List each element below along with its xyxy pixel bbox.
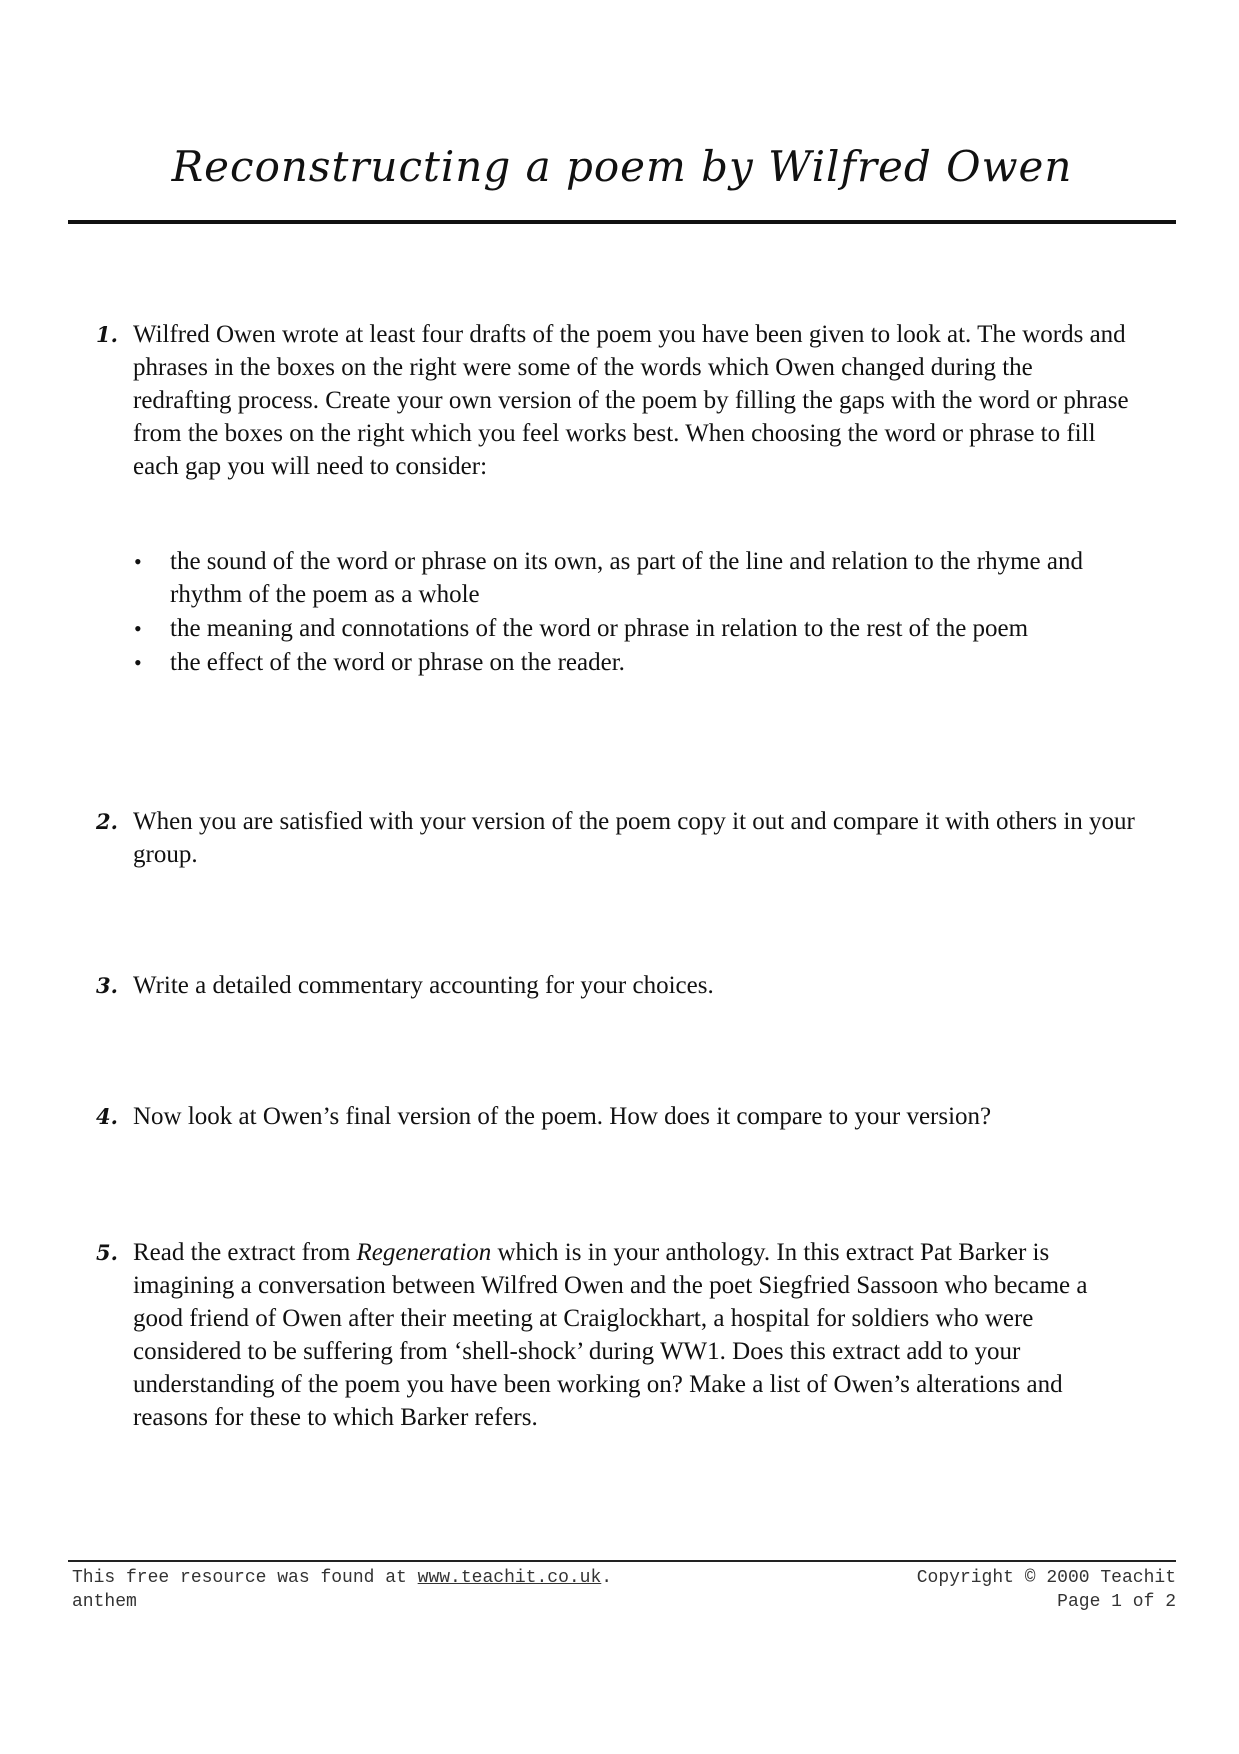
task-text-end: which is in your anthology. In this extract Pat Barker is imagining a conversation between Wilfred Owen and the poet Siegfried Sassoon who became a good friend of Owen after their meeting at Craiglockhart, a hospital for soldiers who were considered to be suffering from ‘shell-shock’ during WW1. Does this extract add to your understanding of the poem you have been working on? Make a list of Owen’s alterations and reasons for these to which Barker refers.	[133, 1239, 1088, 1431]
bullet-icon: •	[134, 549, 142, 574]
task-3	[86, 969, 1136, 1002]
footer-source-text: This free resource was found at	[72, 1568, 418, 1588]
copyright-text: Copyright © 2000 Teachit	[916, 1568, 1176, 1588]
task-number: 1.	[96, 322, 118, 347]
task-number: 3.	[96, 973, 118, 998]
task-text: Write a detailed commentary accounting for your choices.	[133, 972, 714, 999]
task-2	[86, 805, 1136, 871]
task-4	[86, 1100, 1136, 1133]
title-divider	[68, 220, 1176, 224]
footer-source-line	[72, 1566, 612, 1590]
footer-resource-name: anthem	[72, 1592, 137, 1612]
teachit-link[interactable]: www.teachit.co.uk	[417, 1568, 602, 1588]
footer-copyright	[917, 1566, 1176, 1614]
list-item-text: the effect of the word or phrase on the reader.	[170, 649, 625, 676]
footer-source-period: .	[601, 1568, 613, 1588]
task-text-start: Read the extract from	[133, 1239, 357, 1266]
list-item	[130, 545, 1090, 611]
page-title: Reconstructing a poem by Wilfred Owen	[171, 142, 1073, 191]
task-text: Wilfred Owen wrote at least four drafts of the poem you have been given to look at. The words and phrases in the boxes on the right were some of the words which Owen changed during the redrafting process. Create your own version of the poem by filling the gaps with the word or phrase from the boxes on the right which you feel works best. When choosing the word or phrase to fill each gap you will need to consider:	[133, 321, 1129, 480]
book-title: Regeneration	[356, 1239, 492, 1266]
task-number: 4.	[96, 1104, 118, 1129]
bullet-icon: •	[134, 650, 142, 675]
list-item-text: the meaning and connotations of the word or phrase in relation to the rest of the poem	[170, 615, 1029, 642]
task-5	[86, 1236, 1136, 1434]
footer-divider	[68, 1560, 1176, 1562]
task-text: When you are satisfied with your version of the poem copy it out and compare it with others in your group.	[133, 808, 1135, 868]
page-number: Page 1 of 2	[1057, 1592, 1176, 1612]
list-item-text: the sound of the word or phrase on its own, as part of the line and relation to the rhyme and rhythm of the poem as a whole	[170, 548, 1083, 608]
task-number: 2.	[96, 809, 118, 834]
task-text	[133, 1236, 1136, 1434]
bullet-icon: •	[134, 616, 142, 641]
task-text: Now look at Owen’s final version of the poem. How does it compare to your version?	[133, 1103, 992, 1130]
list-item	[130, 612, 1090, 645]
task-number: 5.	[96, 1240, 118, 1265]
consideration-list	[130, 545, 1090, 680]
footer-source	[72, 1566, 612, 1614]
list-item	[130, 646, 1090, 679]
task-1	[86, 318, 1136, 483]
